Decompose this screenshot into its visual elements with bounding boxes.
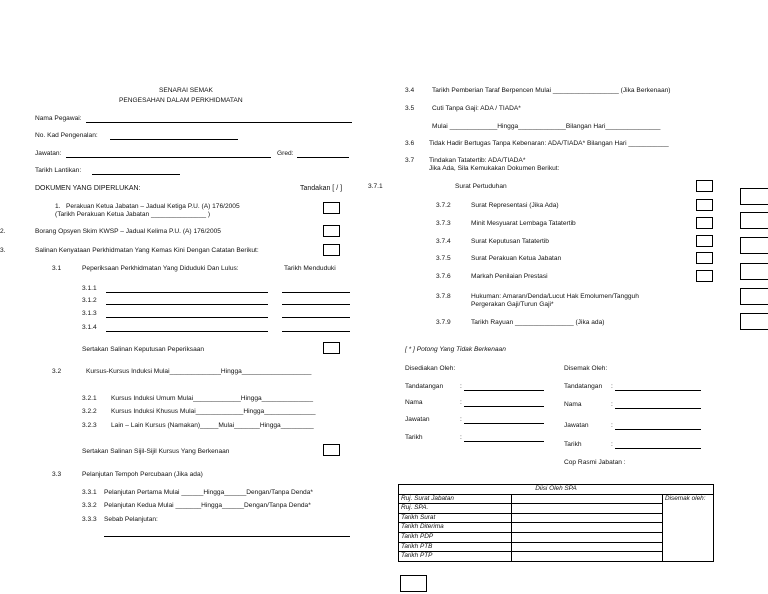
s36-number: 3.6 xyxy=(405,140,415,147)
tarikh-right-label: Tarikh xyxy=(564,441,582,448)
s332-text: Pelanjutan Kedua Mulai _______Hingga______Dengan/Tanpa Denda* xyxy=(104,502,311,509)
s374-text: Surat Keputusan Tatatertib xyxy=(471,238,549,245)
s321-text: Kursus Induksi Umum Mulai_____________Hingga______________ xyxy=(111,395,313,402)
tandatangan-right-line[interactable] xyxy=(615,390,701,391)
tarikh-left-line[interactable] xyxy=(464,441,544,442)
s33-label: Pelanjutan Tempoh Percubaan (Jika ada) xyxy=(82,471,203,478)
colon-tt-left: : xyxy=(460,383,462,390)
colon-nama-right: : xyxy=(611,401,613,408)
spa-table xyxy=(398,484,714,562)
s333-text: Sebab Pelanjutan: xyxy=(104,516,158,523)
label-gred: Gred: xyxy=(277,150,294,157)
nama-right-label: Nama xyxy=(564,401,582,408)
spa-row-label: Tarikh PDP xyxy=(399,532,512,542)
s314-number: 3.1.4 xyxy=(82,324,97,331)
spa-row-value[interactable] xyxy=(512,523,663,533)
s312-date[interactable] xyxy=(282,304,350,305)
checkbox-side-1[interactable] xyxy=(740,188,768,205)
s373-text: Minit Mesyuarat Lembaga Tatatertib xyxy=(471,220,576,227)
s378-subtext: Pergerakan Gaji/Turun Gaji* xyxy=(471,301,554,308)
s376-number: 3.7.6 xyxy=(436,273,451,280)
spa-disemak: Disemak oleh: xyxy=(663,494,714,561)
checkbox-s32[interactable] xyxy=(323,444,340,456)
s313-date[interactable] xyxy=(282,317,350,318)
page-box-bottom[interactable] xyxy=(400,575,427,592)
colon-tarikh-right: : xyxy=(611,441,613,448)
label-tarikh-lantikan: Tarikh Lantikan: xyxy=(35,167,82,174)
spa-row-value[interactable] xyxy=(512,494,663,504)
checkbox-s372[interactable] xyxy=(696,199,713,211)
tandatangan-left-line[interactable] xyxy=(464,390,544,391)
jawatan-right-label: Jawatan xyxy=(564,422,589,429)
checkbox-side-6[interactable] xyxy=(740,313,768,330)
s31-sertakan: Sertakan Salinan Keputusan Peperiksaan xyxy=(82,346,205,353)
s31-tarikh: Tarikh Menduduki xyxy=(284,265,336,272)
s34-number: 3.4 xyxy=(405,87,415,94)
jawatan-right-line[interactable] xyxy=(615,429,701,430)
checkbox-s31[interactable] xyxy=(323,342,340,354)
colon-tt-right: : xyxy=(611,383,613,390)
item-2-text: Borang Opsyen Skim KWSP – Jadual Kelima P.U. (A) 176/2005 xyxy=(35,228,221,235)
spa-row-value[interactable] xyxy=(512,513,663,523)
spa-row-label: Tarikh PTB xyxy=(399,542,512,552)
item-3-text: Salinan Kenyataan Perkhidmatan Yang Kemas Kini Dengan Catatan Berikut: xyxy=(35,247,259,254)
s37-number: 3.7 xyxy=(405,157,415,164)
input-gred[interactable] xyxy=(297,157,349,158)
s35-dates: Mulai _____________Hingga_____________Bilangan Hari_______________ xyxy=(432,123,661,130)
input-jawatan[interactable] xyxy=(66,157,271,158)
title-pengesahan: PENGESAHAN DALAM PERKHIDMATAN xyxy=(119,97,243,104)
s35-number: 3.5 xyxy=(405,105,415,112)
checkbox-item-3[interactable] xyxy=(323,244,340,256)
spa-row-label: Tarikh Diterima xyxy=(399,523,512,533)
checkbox-s374[interactable] xyxy=(696,235,713,247)
s371-text: Surat Pertuduhan xyxy=(455,183,507,190)
s323-number: 3.2.3 xyxy=(82,422,97,429)
label-nama-pegawai: Nama Pegawai: xyxy=(35,115,82,122)
s378-number: 3.7.8 xyxy=(436,293,451,300)
checkbox-item-2[interactable] xyxy=(323,225,340,237)
s32-sertakan: Sertakan Salinan Sijil-Sijil Kursus Yang Berkenaan xyxy=(82,448,230,455)
s321-number: 3.2.1 xyxy=(82,395,97,402)
s372-text: Surat Representasi (Jika Ada) xyxy=(471,202,559,209)
spa-row-label: Tarikh PTP xyxy=(399,552,512,562)
spa-row-label: Ruj. Surat Jabatan xyxy=(399,494,512,504)
checkbox-side-4[interactable] xyxy=(740,263,768,280)
s322-number: 3.2.2 xyxy=(82,408,97,415)
tarikh-right-line[interactable] xyxy=(615,448,701,449)
spa-row-label: Tarikh Surat xyxy=(399,513,512,523)
s378-text: Hukuman: Amaran/Denda/Lucut Hak Emolumen/Tangguh xyxy=(471,293,639,300)
potong-note: [ * ] Potong Yang Tidak Berkenaan xyxy=(405,346,506,353)
s312-number: 3.1.2 xyxy=(82,297,97,304)
checkbox-side-2[interactable] xyxy=(740,212,768,229)
s311-line[interactable] xyxy=(106,292,268,293)
s313-line[interactable] xyxy=(106,317,268,318)
jawatan-left-line[interactable] xyxy=(464,423,544,424)
s31-number: 3.1 xyxy=(52,265,62,272)
s33-number: 3.3 xyxy=(52,471,62,478)
checkbox-s373[interactable] xyxy=(696,217,713,229)
jawatan-left-label: Jawatan xyxy=(405,416,430,423)
s32-number: 3.2 xyxy=(52,368,62,375)
s31-label: Peperiksaan Perkhidmatan Yang Diduduki Dan Lulus: xyxy=(82,265,239,272)
s331-text: Pelanjutan Pertama Mulai ______Hingga______Dengan/Tanpa Denda* xyxy=(104,489,313,496)
item-2-number: 2. xyxy=(0,228,6,235)
s314-line[interactable] xyxy=(106,331,268,332)
s313-number: 3.1.3 xyxy=(82,310,97,317)
spa-row-label: Ruj. SPA. xyxy=(399,504,512,514)
s323-text: Lain – Lain Kursus (Namakan)_____Mulai_______Hingga_________ xyxy=(111,422,314,429)
s32-label: Kursus-Kursus Induksi Mulai______________Hingga___________________ xyxy=(86,368,312,375)
input-nama-pegawai[interactable] xyxy=(86,122,352,123)
nama-left-label: Nama xyxy=(405,399,423,406)
colon-nama-left: : xyxy=(460,399,462,406)
item-1-number: 1. xyxy=(55,203,61,210)
s372-number: 3.7.2 xyxy=(436,202,451,209)
disemak-label: Disemak Oleh: xyxy=(564,365,608,372)
dokumen-heading: DOKUMEN YANG DIPERLUKAN: xyxy=(35,185,141,192)
checkbox-side-5[interactable] xyxy=(740,288,768,305)
spa-header: Diisi Oleh SPA xyxy=(399,485,714,495)
item-3-number: 3. xyxy=(0,247,6,254)
s331-number: 3.3.1 xyxy=(82,489,97,496)
checkbox-s371[interactable] xyxy=(696,180,713,192)
s311-date[interactable] xyxy=(282,292,350,293)
spa-row-value[interactable] xyxy=(512,532,663,542)
spa-row-value[interactable] xyxy=(512,504,663,514)
input-tarikh-lantikan[interactable] xyxy=(92,174,180,175)
s375-number: 3.7.5 xyxy=(436,255,451,262)
s37-subtext: Jika Ada, Sila Kemukakan Dokumen Berikut: xyxy=(429,165,560,172)
tandatangan-left-label: Tandatangan xyxy=(405,383,444,390)
spa-row-value[interactable] xyxy=(512,552,663,562)
s35-text: Cuti Tanpa Gaji: ADA / TIADA* xyxy=(432,105,521,112)
nama-left-line[interactable] xyxy=(464,406,544,407)
s333-reason-line[interactable] xyxy=(104,536,350,537)
item-1-subtext: (Tarikh Perakuan Ketua Jabatan _______________ ) xyxy=(55,211,211,218)
checkbox-item-1[interactable] xyxy=(323,202,340,214)
title-senarai-semak: SENARAI SEMAK xyxy=(159,87,213,94)
tandatangan-right-label: Tandatangan xyxy=(564,383,603,390)
s379-text: Tarikh Rayuan ________________ (Jika ada) xyxy=(471,319,605,326)
s36-text: Tidak Hadir Bertugas Tanpa Kebenaran: ADA/TIADA* Bilangan Hari ___________ xyxy=(429,140,669,147)
item-1-text: Perakuan Ketua Jabatan – Jadual Ketiga P.U. (A) 176/2005 xyxy=(66,203,240,210)
s322-text: Kursus Induksi Khusus Mulai_____________Hingga______________ xyxy=(111,408,316,415)
label-jawatan: Jawatan: xyxy=(35,150,62,157)
tandakan-label: Tandakan [ / ] xyxy=(300,185,343,192)
input-kad-pengenalan[interactable] xyxy=(110,139,238,140)
checkbox-side-3[interactable] xyxy=(740,237,768,254)
label-kad-pengenalan: No. Kad Pengenalan: xyxy=(35,132,98,139)
s311-number: 3.1.1 xyxy=(82,285,97,292)
tarikh-left-label: Tarikh xyxy=(405,434,423,441)
s333-number: 3.3.3 xyxy=(82,516,97,523)
colon-tarikh-left: : xyxy=(460,434,462,441)
s373-number: 3.7.3 xyxy=(436,220,451,227)
s376-text: Markah Penilaian Prestasi xyxy=(471,273,548,280)
s314-date[interactable] xyxy=(282,331,350,332)
checkbox-s375[interactable] xyxy=(696,252,713,264)
spa-row-value[interactable] xyxy=(512,542,663,552)
s374-number: 3.7.4 xyxy=(436,238,451,245)
nama-right-line[interactable] xyxy=(615,408,701,409)
s375-text: Surat Perakuan Ketua Jabatan xyxy=(471,255,562,262)
colon-jawatan-right: : xyxy=(611,422,613,429)
colon-jawatan-left: : xyxy=(460,416,462,423)
s379-number: 3.7.9 xyxy=(436,319,451,326)
s34-text: Tarikh Pemberian Taraf Berpencen Mulai __________________ (Jika Berkenaan) xyxy=(432,87,671,94)
cop-rasmi-label: Cop Rasmi Jabatan : xyxy=(564,459,626,466)
s312-line[interactable] xyxy=(106,304,268,305)
checkbox-s376[interactable] xyxy=(696,270,713,282)
s37-text: Tindakan Tatatertib: ADA/TIADA* xyxy=(429,157,526,164)
disediakan-label: Disediakan Oleh: xyxy=(405,365,456,372)
s332-number: 3.3.2 xyxy=(82,502,97,509)
s371-number: 3.7.1 xyxy=(368,183,383,190)
